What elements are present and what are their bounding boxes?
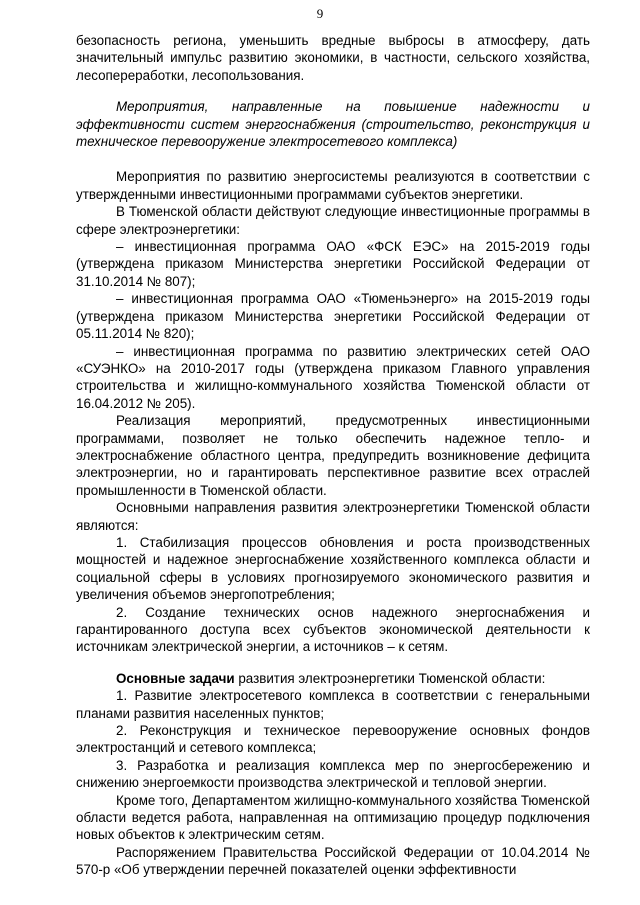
list-item-direction-1: 1. Стабилизация процессов обновления и роста производственных мощностей и надежное энергоснабжение хозяйственного комплекса области и социальной сферы в условиях прогнозируемого экономического развития и увеличения объемов энергопотребления;: [76, 534, 590, 603]
paragraph-main-tasks: [76, 670, 590, 687]
document-body: [76, 32, 590, 879]
paragraph-department: Кроме того, Департаментом жилищно-коммунального хозяйства Тюменской области ведется работа, направленная на оптимизацию процедур подключения новых объектов к электрическим сетям.: [76, 792, 591, 843]
list-item-task-2: 2. Реконструкция и техническое перевооружение основных фондов электростанций и сетевого комплекса;: [76, 723, 590, 756]
page-number: 9: [316, 6, 324, 21]
main-tasks-text: развития электроэнергетики Тюменской области:: [234, 670, 546, 686]
list-item-task-3: 3. Разработка и реализация комплекса мер по энергосбережению и снижению энергоемкости производства электрической и тепловой энергии.: [76, 757, 590, 791]
section-heading-measures: Мероприятия, направленные на повышение надежности и эффективности систем энергоснабжения (строительство, реконструкция и техническое перевооружение электросетевого комплекса): [76, 99, 590, 150]
paragraph-main-directions: Основными направления развития электроэнергетики Тюменской области являются:: [76, 500, 590, 533]
list-item-task-1: 1. Развитие электросетевого комплекса в соответствии с генеральными планами развития населенных пунктов;: [76, 688, 590, 721]
paragraph-programs-intro: В Тюменской области действуют следующие инвестиционные программы в сфере электроэнергетики:: [76, 204, 590, 237]
paragraph-intro-continuation: безопасность региона, уменьшить вредные выбросы в атмосферу, дать значительный импульс развитию экономики, в частности, сельского хозяйства, лесопереработки, лесопользования.: [76, 33, 590, 83]
paragraph-energy-system: Мероприятия по развитию энергосистемы реализуются в соответствии с утвержденными инвестиционными программами субъектов энергетики.: [76, 169, 590, 202]
paragraph-government-order: Распоряжением Правительства Российской Федерации от 10.04.2014 № 570-р «Об утверждении перечней показателей оценки эффективности: [76, 844, 590, 878]
list-item-tyumenenergo: – инвестиционная программа ОАО «Тюменьэнерго» на 2015-2019 годы (утверждена приказом Министерства энергетики Российской Федерации от 05.11.2014 № 820);: [76, 291, 590, 342]
paragraph-implementation: Реализация мероприятий, предусмотренных инвестиционными программами, позволяет не только обеспечить надежное тепло- и электроснабжение областного центра, предупредить возникновение дефицита электроэнергии, но и гарантировать перспективное развитие всех отраслей промышленности в Тюменской области.: [76, 413, 590, 498]
list-item-suenko: – инвестиционная программа по развитию электрических сетей ОАО «СУЭНКО» на 2010-2017 годы (утверждена приказом Главного управления строительства и жилищно-коммунального хозяйства Тюменской области от 16.04.2012 № 205).: [76, 343, 590, 411]
main-tasks-label: Основные задачи: [116, 670, 235, 686]
list-item-fsk: – инвестиционная программа ОАО «ФСК ЕЭС» на 2015-2019 годы (утверждена приказом Министерства энергетики Российской Федерации от 31.10.2014 № 807);: [76, 239, 590, 289]
list-item-direction-2: 2. Создание технических основ надежного энергоснабжения и гарантированного доступа всех субъектов экономической деятельности к источникам электрической энергии, а источников – к сетям.: [76, 604, 590, 655]
